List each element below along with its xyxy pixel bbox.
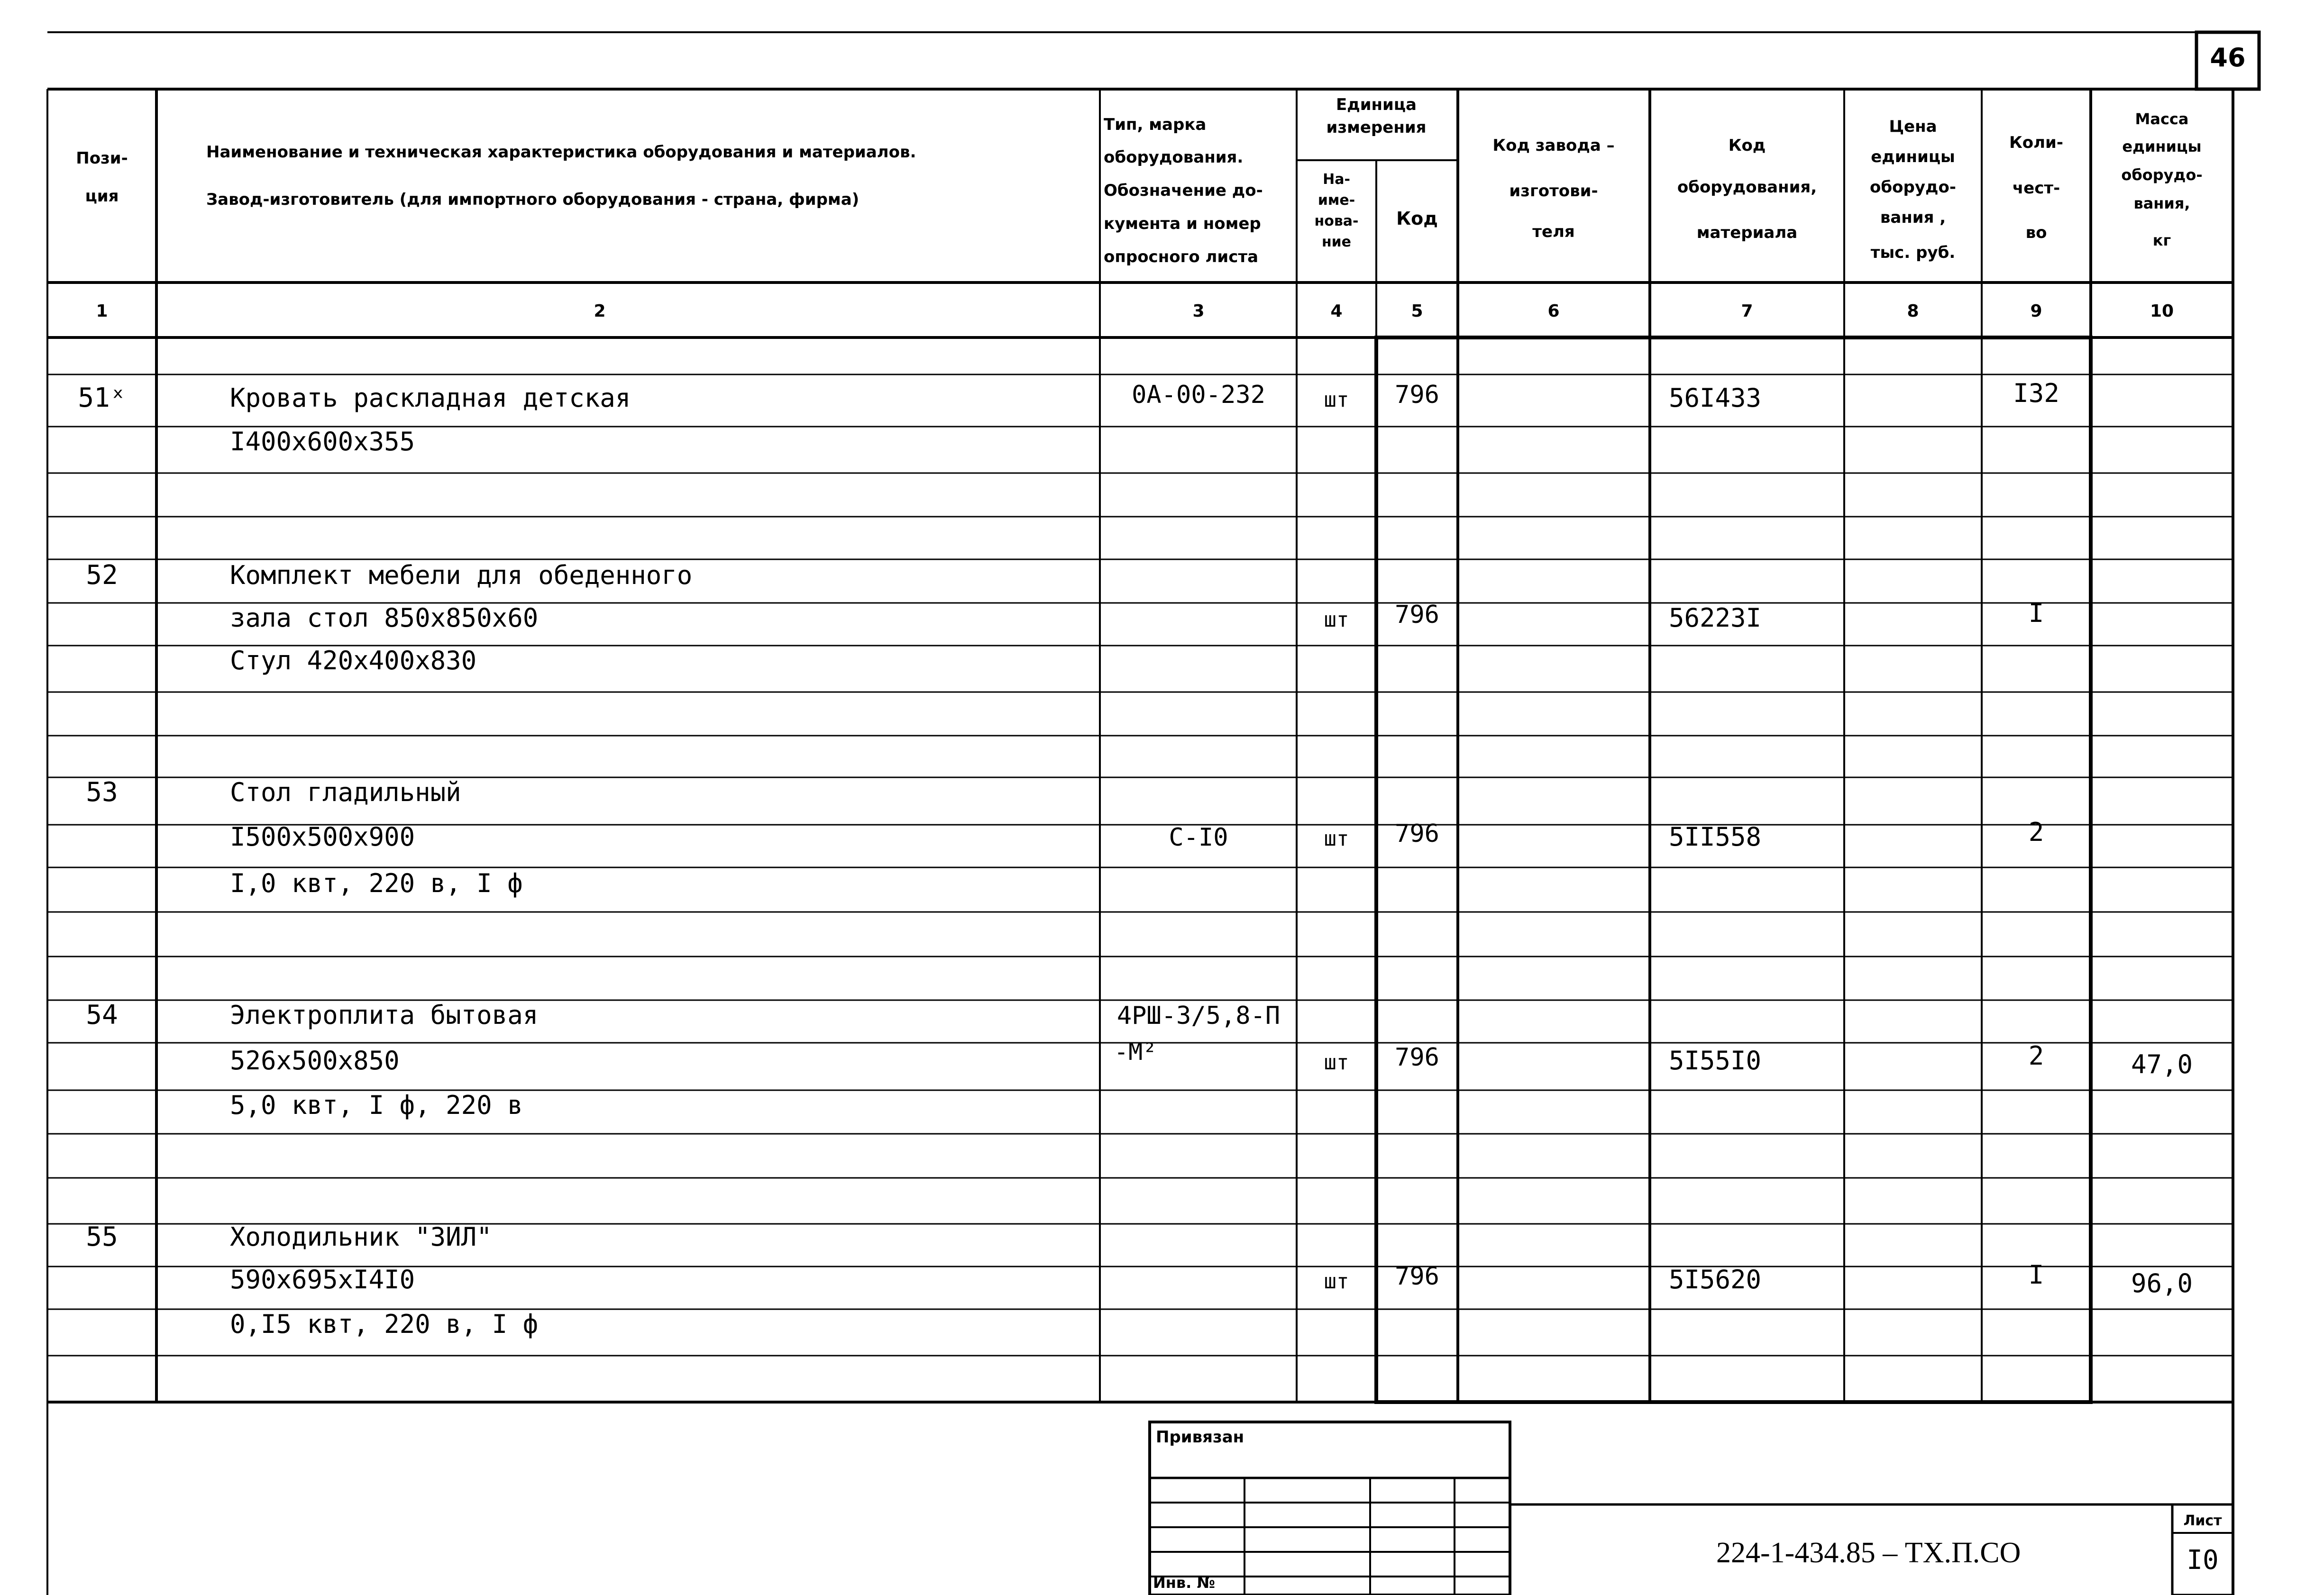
top-sheet-number: 46 xyxy=(2210,43,2246,73)
unit-name: шт xyxy=(1324,608,1349,632)
column-number-3: 3 xyxy=(1192,301,1205,321)
item-description-line: Стул 420x400x830 xyxy=(230,646,477,675)
column-header-3-line-1: Тип, марка xyxy=(1104,115,1207,134)
column-header-2-line-1: Наименование и техническая характеристика оборудования и материалов. xyxy=(206,143,916,162)
column-header-9-line-3: во xyxy=(2025,223,2047,242)
row-lines xyxy=(47,374,2233,1356)
unit-code: 796 xyxy=(1395,1262,1439,1291)
equipment-code: 5I5620 xyxy=(1669,1265,1762,1294)
column-header-10-line-4: вания, xyxy=(2133,194,2190,212)
column-header-9-line-1: Коли- xyxy=(2009,133,2063,152)
unit-name: шт xyxy=(1324,1050,1349,1075)
column-header-1-line-2: ция xyxy=(85,187,119,206)
equipment-code: 5II558 xyxy=(1669,822,1762,852)
column-header-10-line-5: кг xyxy=(2152,231,2171,249)
item-description-line: 526x500x850 xyxy=(230,1046,400,1075)
column-header-10-line-2: единицы xyxy=(2122,137,2202,155)
position-number: 54 xyxy=(86,1000,118,1030)
column-number-10: 10 xyxy=(2150,301,2174,321)
table-grid xyxy=(47,32,2259,1595)
item-description-line: I500x500x900 xyxy=(230,822,415,852)
table-row xyxy=(86,1000,2193,1120)
position-number: 51ˣ xyxy=(78,383,126,413)
table-row xyxy=(78,378,2059,456)
type-designation: 4РШ-3/5,8-П xyxy=(1116,1002,1281,1030)
sheet-label: Лист xyxy=(2183,1513,2222,1529)
unit-code: 796 xyxy=(1395,381,1439,409)
column-header-8-line-5: тыс. руб. xyxy=(1870,243,1956,262)
column-header-6-line-1: Код завода – xyxy=(1492,136,1615,155)
column-header-3-line-2: оборудования. xyxy=(1104,148,1244,167)
type-designation: 0А-00-232 xyxy=(1132,381,1265,409)
top-sheet-number-box xyxy=(2196,32,2259,89)
item-description-line: 5,0 квт, I ф, 220 в xyxy=(230,1090,523,1120)
specification-rows xyxy=(78,378,2193,1339)
position-number: 55 xyxy=(86,1221,118,1252)
column-headers xyxy=(76,95,2202,321)
quantity: I32 xyxy=(2013,378,2059,408)
item-description-line: зала стол 850x850x60 xyxy=(230,603,539,633)
item-description-line: Комплект мебели для обеденного xyxy=(230,560,693,590)
equipment-code: 56223I xyxy=(1669,603,1762,633)
quantity: 2 xyxy=(2028,1041,2044,1071)
item-description-line: I,0 квт, 220 в, I ф xyxy=(230,868,523,898)
position-number: 53 xyxy=(86,777,118,808)
column-number-4: 4 xyxy=(1330,301,1343,321)
equipment-code: 5I55I0 xyxy=(1669,1046,1762,1075)
document-code: 224-1-434.85 – ТХ.П.СО xyxy=(1716,1537,2021,1569)
item-description-line: Стол гладильный xyxy=(230,777,461,807)
table-row xyxy=(86,777,2044,898)
column-header-4-line-4: ние xyxy=(1321,234,1352,250)
column-header-4-line-3: нова- xyxy=(1314,213,1359,229)
item-description-line: Кровать раскладная детская xyxy=(230,383,631,413)
column-header-2-line-2: Завод-изготовитель (для импортного оборудования - страна, фирма) xyxy=(206,190,860,209)
equipment-code: 56I433 xyxy=(1669,383,1762,413)
column-header-3-line-5: опросного листа xyxy=(1104,247,1259,266)
sheet-value: I0 xyxy=(2187,1545,2219,1576)
item-description-line: 0,I5 квт, 220 в, I ф xyxy=(230,1309,539,1339)
column-number-1: 1 xyxy=(96,301,108,321)
column-header-3-line-3: Обозначение до- xyxy=(1104,181,1263,200)
column-header-7-line-2: оборудования, xyxy=(1677,178,1817,197)
column-header-8-line-1: Цена xyxy=(1889,117,1937,136)
column-header-3-line-4: кумента и номер xyxy=(1104,214,1261,233)
item-description-line: I400x600x355 xyxy=(230,427,415,456)
column-number-8: 8 xyxy=(1907,301,1919,321)
unit-name: шт xyxy=(1324,388,1349,412)
column-header-1-line-1: Пози- xyxy=(76,149,128,168)
column-number-5: 5 xyxy=(1411,301,1423,321)
column-header-8-line-3: оборудо- xyxy=(1870,178,1956,197)
type-designation-suffix: -М² xyxy=(1114,1038,1157,1066)
unit-mass: 96,0 xyxy=(2131,1268,2193,1298)
type-designation: С-I0 xyxy=(1169,823,1228,852)
unit-code: 796 xyxy=(1395,820,1439,848)
unit-code: 796 xyxy=(1395,601,1439,629)
column-number-2: 2 xyxy=(594,301,606,321)
unit-name: шт xyxy=(1324,1269,1349,1294)
position-number: 52 xyxy=(86,560,118,591)
unit-name: шт xyxy=(1324,827,1349,851)
quantity: I xyxy=(2028,1260,2044,1290)
column-header-7-line-3: материала xyxy=(1696,223,1798,242)
title-block xyxy=(1150,1422,2233,1595)
column-header-10-line-1: Масса xyxy=(2135,110,2189,128)
column-header-10-line-3: оборудо- xyxy=(2121,166,2203,184)
unit-mass: 47,0 xyxy=(2131,1049,2193,1079)
column-header-6-line-3: теля xyxy=(1532,222,1575,241)
column-header-9-line-2: чест- xyxy=(2012,179,2060,198)
unit-code: 796 xyxy=(1395,1043,1439,1072)
column-header-4-line-2: име- xyxy=(1318,192,1355,209)
inventory-number-label: Инв. № xyxy=(1153,1574,1215,1592)
item-description-line: Электроплита бытовая xyxy=(230,1000,539,1030)
column-header-8-line-4: вания , xyxy=(1880,208,1946,227)
column-number-9: 9 xyxy=(2030,301,2042,321)
column-header-4-line-1: На- xyxy=(1323,171,1350,188)
linked-label: Привязан xyxy=(1156,1428,1244,1447)
table-row xyxy=(86,560,2044,675)
item-description-line: Холодильник "ЗИЛ" xyxy=(230,1222,492,1252)
column-header-6-line-2: изготови- xyxy=(1509,182,1598,201)
column-number-6: 6 xyxy=(1547,301,1560,321)
quantity: I xyxy=(2028,598,2044,628)
table-row xyxy=(86,1221,2193,1339)
quantity: 2 xyxy=(2028,817,2044,847)
unit-group-header-line-1: Единица xyxy=(1336,95,1417,114)
column-header-7-line-1: Код xyxy=(1728,136,1766,155)
column-number-7: 7 xyxy=(1741,301,1753,321)
unit-group-header-line-2: измерения xyxy=(1326,118,1427,137)
column-header-8-line-2: единицы xyxy=(1871,147,1955,166)
item-description-line: 590x695xI4I0 xyxy=(230,1265,415,1294)
column-header-5-line-1: Код xyxy=(1396,208,1438,229)
